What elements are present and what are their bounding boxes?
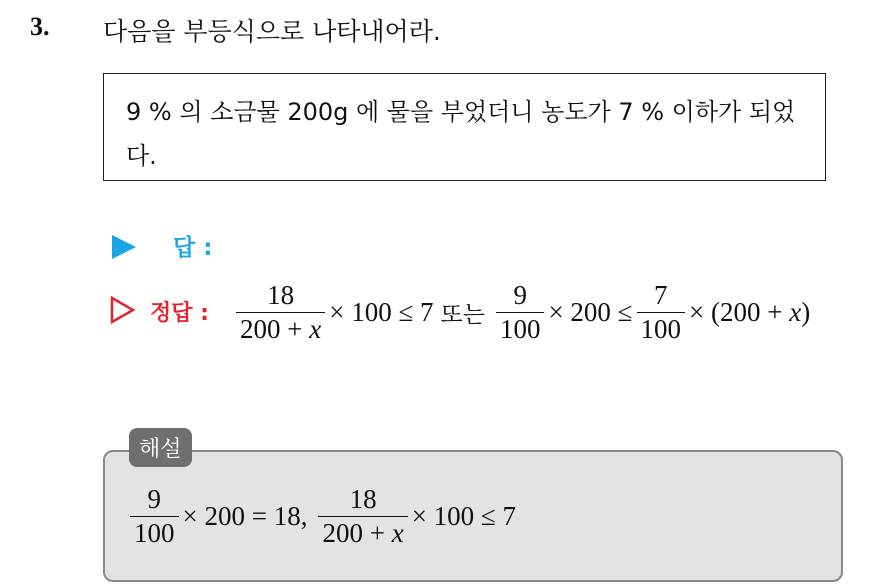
- correct-arrow-icon: [110, 296, 136, 324]
- solution-fraction-2: [318, 486, 407, 547]
- solution-tag: 해설: [129, 428, 192, 467]
- fraction-3: [637, 282, 686, 343]
- problem-text: 9 % 의 소금물 200g 에 물을 부었더니 농도가 7 % 이하가 되었다.: [126, 98, 796, 170]
- solution-fraction-1-numerator: 9: [147, 484, 161, 514]
- solution-part-2: × 100 ≤ 7: [411, 501, 516, 531]
- question-instruction: 다음을 부등식으로 나타내어라.: [103, 17, 441, 46]
- fraction-2: [496, 282, 545, 343]
- fraction-1: [236, 282, 325, 343]
- fraction-2-denominator: 100: [496, 312, 545, 343]
- fraction-3-numerator: 7: [654, 280, 668, 310]
- connector-text: 또는: [440, 302, 485, 328]
- solution-fraction-1: [130, 486, 179, 547]
- expression-part-1: × 100 ≤ 7: [329, 297, 434, 327]
- fraction-3-denominator: 100: [637, 312, 686, 343]
- solution-fraction-2-denominator: 200 + x: [318, 516, 407, 547]
- solution-expression: [126, 486, 516, 547]
- problem-box: [103, 73, 826, 181]
- expression-part-3: × (200 + x): [689, 297, 811, 327]
- solution-part-1: × 200 = 18,: [182, 501, 308, 531]
- fraction-1-numerator: 18: [267, 280, 295, 310]
- correct-answer-expression: [232, 282, 810, 343]
- answer-label: 답 :: [173, 235, 213, 261]
- correct-answer-label: 정답 :: [150, 301, 209, 326]
- fraction-2-numerator: 9: [513, 280, 527, 310]
- question-number: 3.: [30, 12, 50, 41]
- solution-fraction-1-denominator: 100: [130, 516, 179, 547]
- answer-arrow-icon: [112, 235, 136, 259]
- solution-fraction-2-numerator: 18: [349, 484, 377, 514]
- fraction-1-denominator: 200 + x: [236, 312, 325, 343]
- expression-part-2: × 200 ≤: [548, 297, 633, 327]
